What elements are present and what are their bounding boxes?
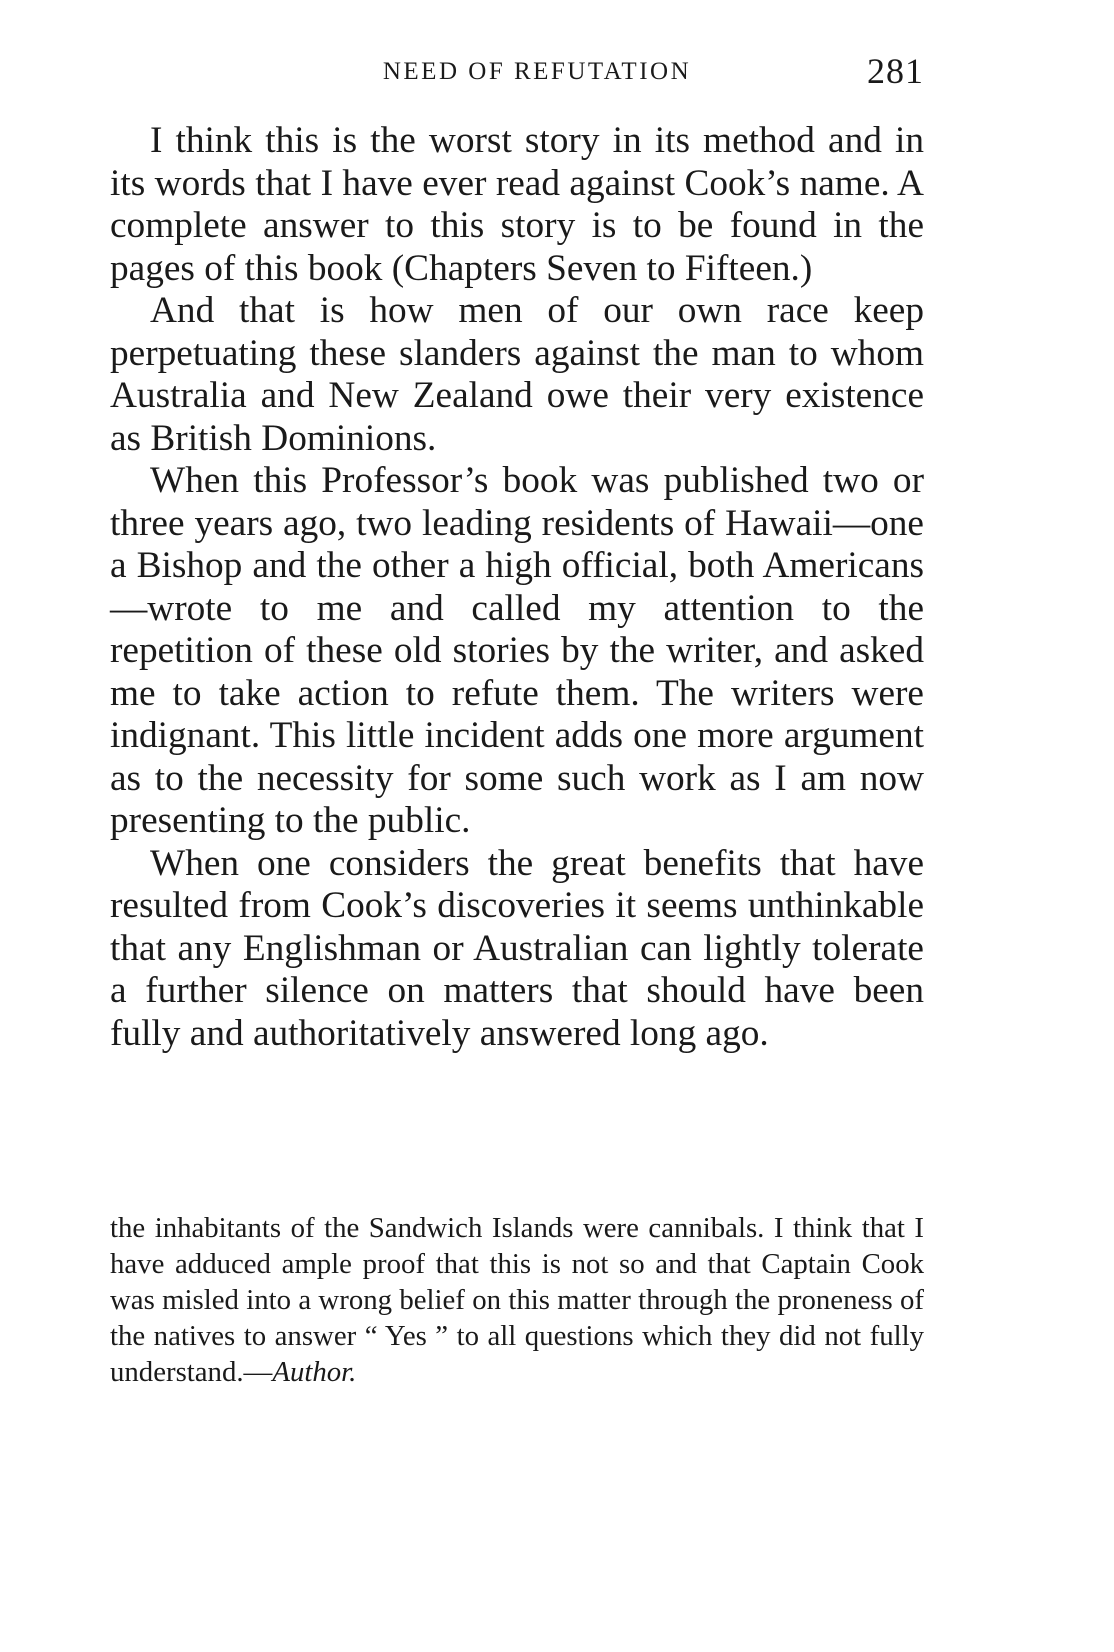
paragraph: When this Professor’s book was published two or three years ago, two leading residents of Hawaii—one a Bishop and the other a high official, both Americans—wrote to me and called my attention to the repetition of these old stories by the writer, and asked me to take action to refute them. The writers were indignant. This little incident adds one more argument as to the necessity for some such work as I am now presenting to the public. bbox=[110, 460, 924, 841]
footnote-text: the inhabitants of the Sandwich Islands were cannibals. I think that I have adduced ample proof that this is not so and that Captain Cook was misled into a wrong belief on this matter through the proneness of the natives to answer “ Yes ” to all questions which they did not fully understand.— bbox=[110, 1212, 924, 1388]
paragraph: When one considers the great benefits that have resulted from Cook’s discoveries it seems unthinkable that any Englishman or Australian can lightly tolerate a further silence on matters that should have been fully and authoritatively answered long ago. bbox=[110, 842, 924, 1054]
book-page bbox=[110, 0, 924, 1652]
page-number: 281 bbox=[867, 51, 924, 91]
footnote-signature: Author. bbox=[272, 1356, 357, 1388]
paragraph: And that is how men of our own race keep perpetuating these slanders against the man to whom Australia and New Zealand owe their very existence as British Dominions. bbox=[110, 290, 924, 459]
paragraph: I think this is the worst story in its method and in its words that I have ever read against Cook’s name. A complete answer to this story is to be found in the pages of this book (Chapters Seven to Fifteen.) bbox=[110, 120, 924, 289]
running-head bbox=[110, 50, 924, 96]
running-title: NEED OF REFUTATION bbox=[382, 58, 692, 85]
footnote-paragraph bbox=[110, 1210, 924, 1390]
footnote bbox=[110, 1210, 924, 1390]
body-text bbox=[110, 120, 924, 1055]
